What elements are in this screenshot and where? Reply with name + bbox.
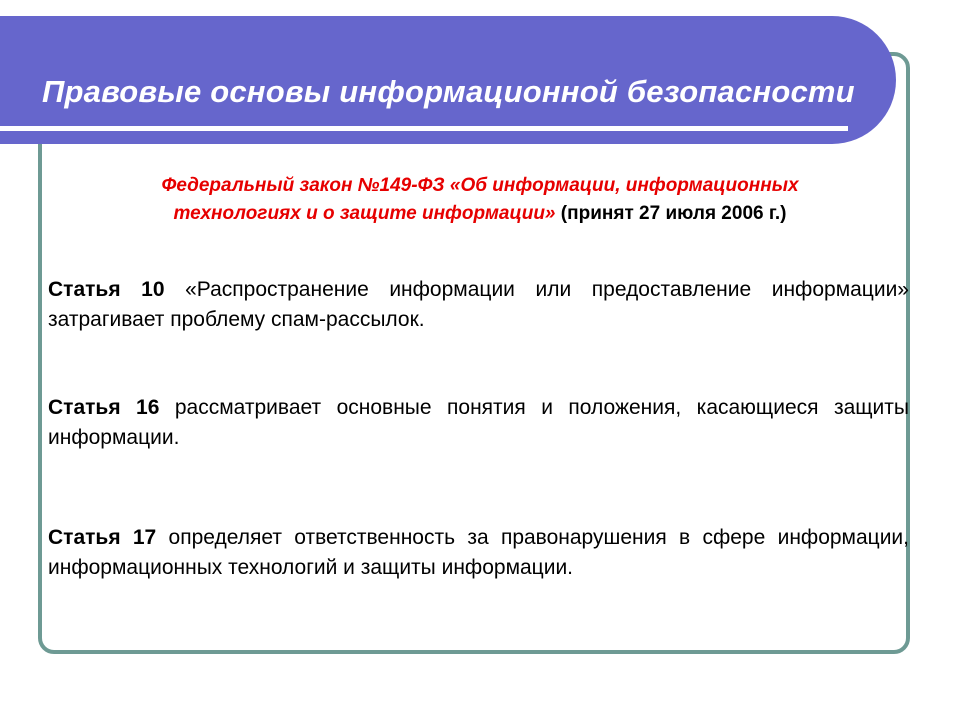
article-17-text: определяет ответственность за правонарушения в сфере информации, информационных технологий и защиты информации. <box>48 526 909 579</box>
law-name-line1: Федеральный закон №149-ФЗ «Об информации, информационных <box>161 175 799 196</box>
article-17-label: Статья 17 <box>48 526 157 549</box>
law-heading <box>48 172 912 228</box>
article-16 <box>48 393 909 453</box>
article-10 <box>48 275 909 335</box>
header-divider <box>0 126 848 131</box>
article-16-label: Статья 16 <box>48 396 160 419</box>
article-17 <box>48 523 909 583</box>
law-name-line2: технологиях и о защите информации» <box>173 203 556 224</box>
slide-title: Правовые основы информационной безопасности <box>42 74 855 109</box>
article-10-label: Статья 10 <box>48 278 165 301</box>
article-10-text: «Распространение информации или предоставление информации» затрагивает проблему спам-рассылок. <box>48 278 909 331</box>
law-adopted-date: (принят 27 июля 2006 г.) <box>555 203 787 224</box>
article-16-text: рассматривает основные понятия и положения, касающиеся защиты информации. <box>48 396 909 449</box>
